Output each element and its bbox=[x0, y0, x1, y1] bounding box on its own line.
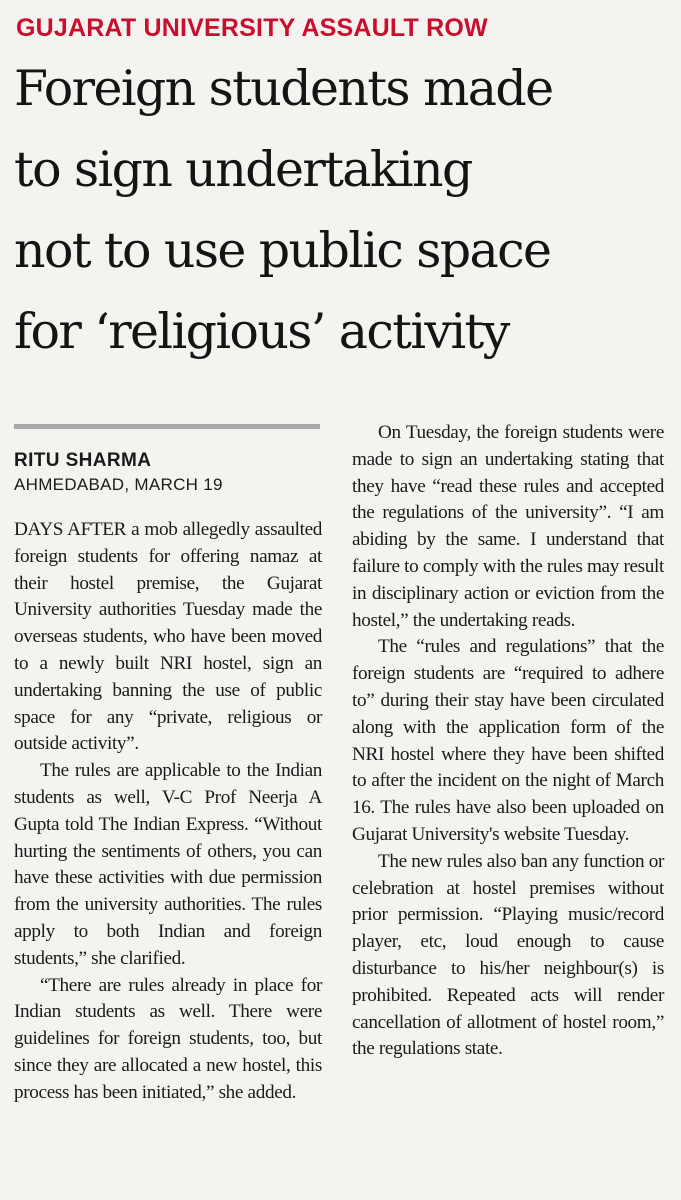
body-paragraph: The new rules also ban any function or celebration at hostel premises without prior permission. “Playing music/record player, etc, loud enough to cause disturbance to his/her neighbour(s) is prohibited. Repeated acts will render cancellation of allotment of hostel room,” the regulations state. bbox=[352, 850, 664, 1060]
body-paragraph: The rules are applicable to the Indian students as well, V-C Prof Neerja A Gupta told The Indian Express. “Without hurting the sentiments of others, you can have these activities with due permission from the university authorities. The rules apply to both Indian and foreign students,” she clarified. bbox=[14, 760, 322, 969]
headline-line: Foreign students made bbox=[14, 60, 553, 117]
body-paragraph: On Tuesday, the foreign students were made to sign an undertaking stating that they have “read these rules and accepted the regulations of the university”. “I am abiding by the same. I understand that failure to comply with the rules may result in disciplinary action or eviction from the hostel,” the undertaking reads. bbox=[352, 422, 664, 631]
left-column bbox=[14, 408, 322, 1107]
headline-line: not to use public space bbox=[14, 222, 551, 279]
body-paragraph: “There are rules already in place for Indian students as well. There were guidelines for foreign students, too, but since they are allocated a new hostel, this process has been initiated,” she added. bbox=[14, 974, 322, 1103]
newspaper-clipping bbox=[14, 12, 669, 1200]
article-headline bbox=[14, 48, 669, 372]
body-paragraph: The “rules and regulations” that the foreign students are “required to adhere to” during their stay have been circulated along with the application form of the NRI hostel where they have been shifted to after the incident on the night of March 16. The rules have also been uploaded on Gujarat University's website Tuesday. bbox=[352, 636, 664, 845]
headline-line: to sign undertaking bbox=[14, 141, 472, 198]
article-dateline: AHMEDABAD, MARCH 19 bbox=[14, 475, 223, 494]
right-column bbox=[352, 420, 664, 1063]
article-body bbox=[14, 408, 669, 1200]
headline-line: for ‘religious’ activity bbox=[14, 303, 509, 360]
body-paragraph: DAYS AFTER a mob allegedly assaulted foreign students for offering namaz at their hostel premise, the Gujarat University authorities Tuesday made the overseas students, who have been moved to a newly built NRI hostel, sign an undertaking banning the use of public space for any “private, religious or outside activity”. bbox=[14, 519, 322, 755]
byline-divider bbox=[14, 424, 320, 429]
article-kicker: GUJARAT UNIVERSITY ASSAULT ROW bbox=[16, 14, 488, 42]
author-byline: RITU SHARMA bbox=[14, 450, 152, 471]
